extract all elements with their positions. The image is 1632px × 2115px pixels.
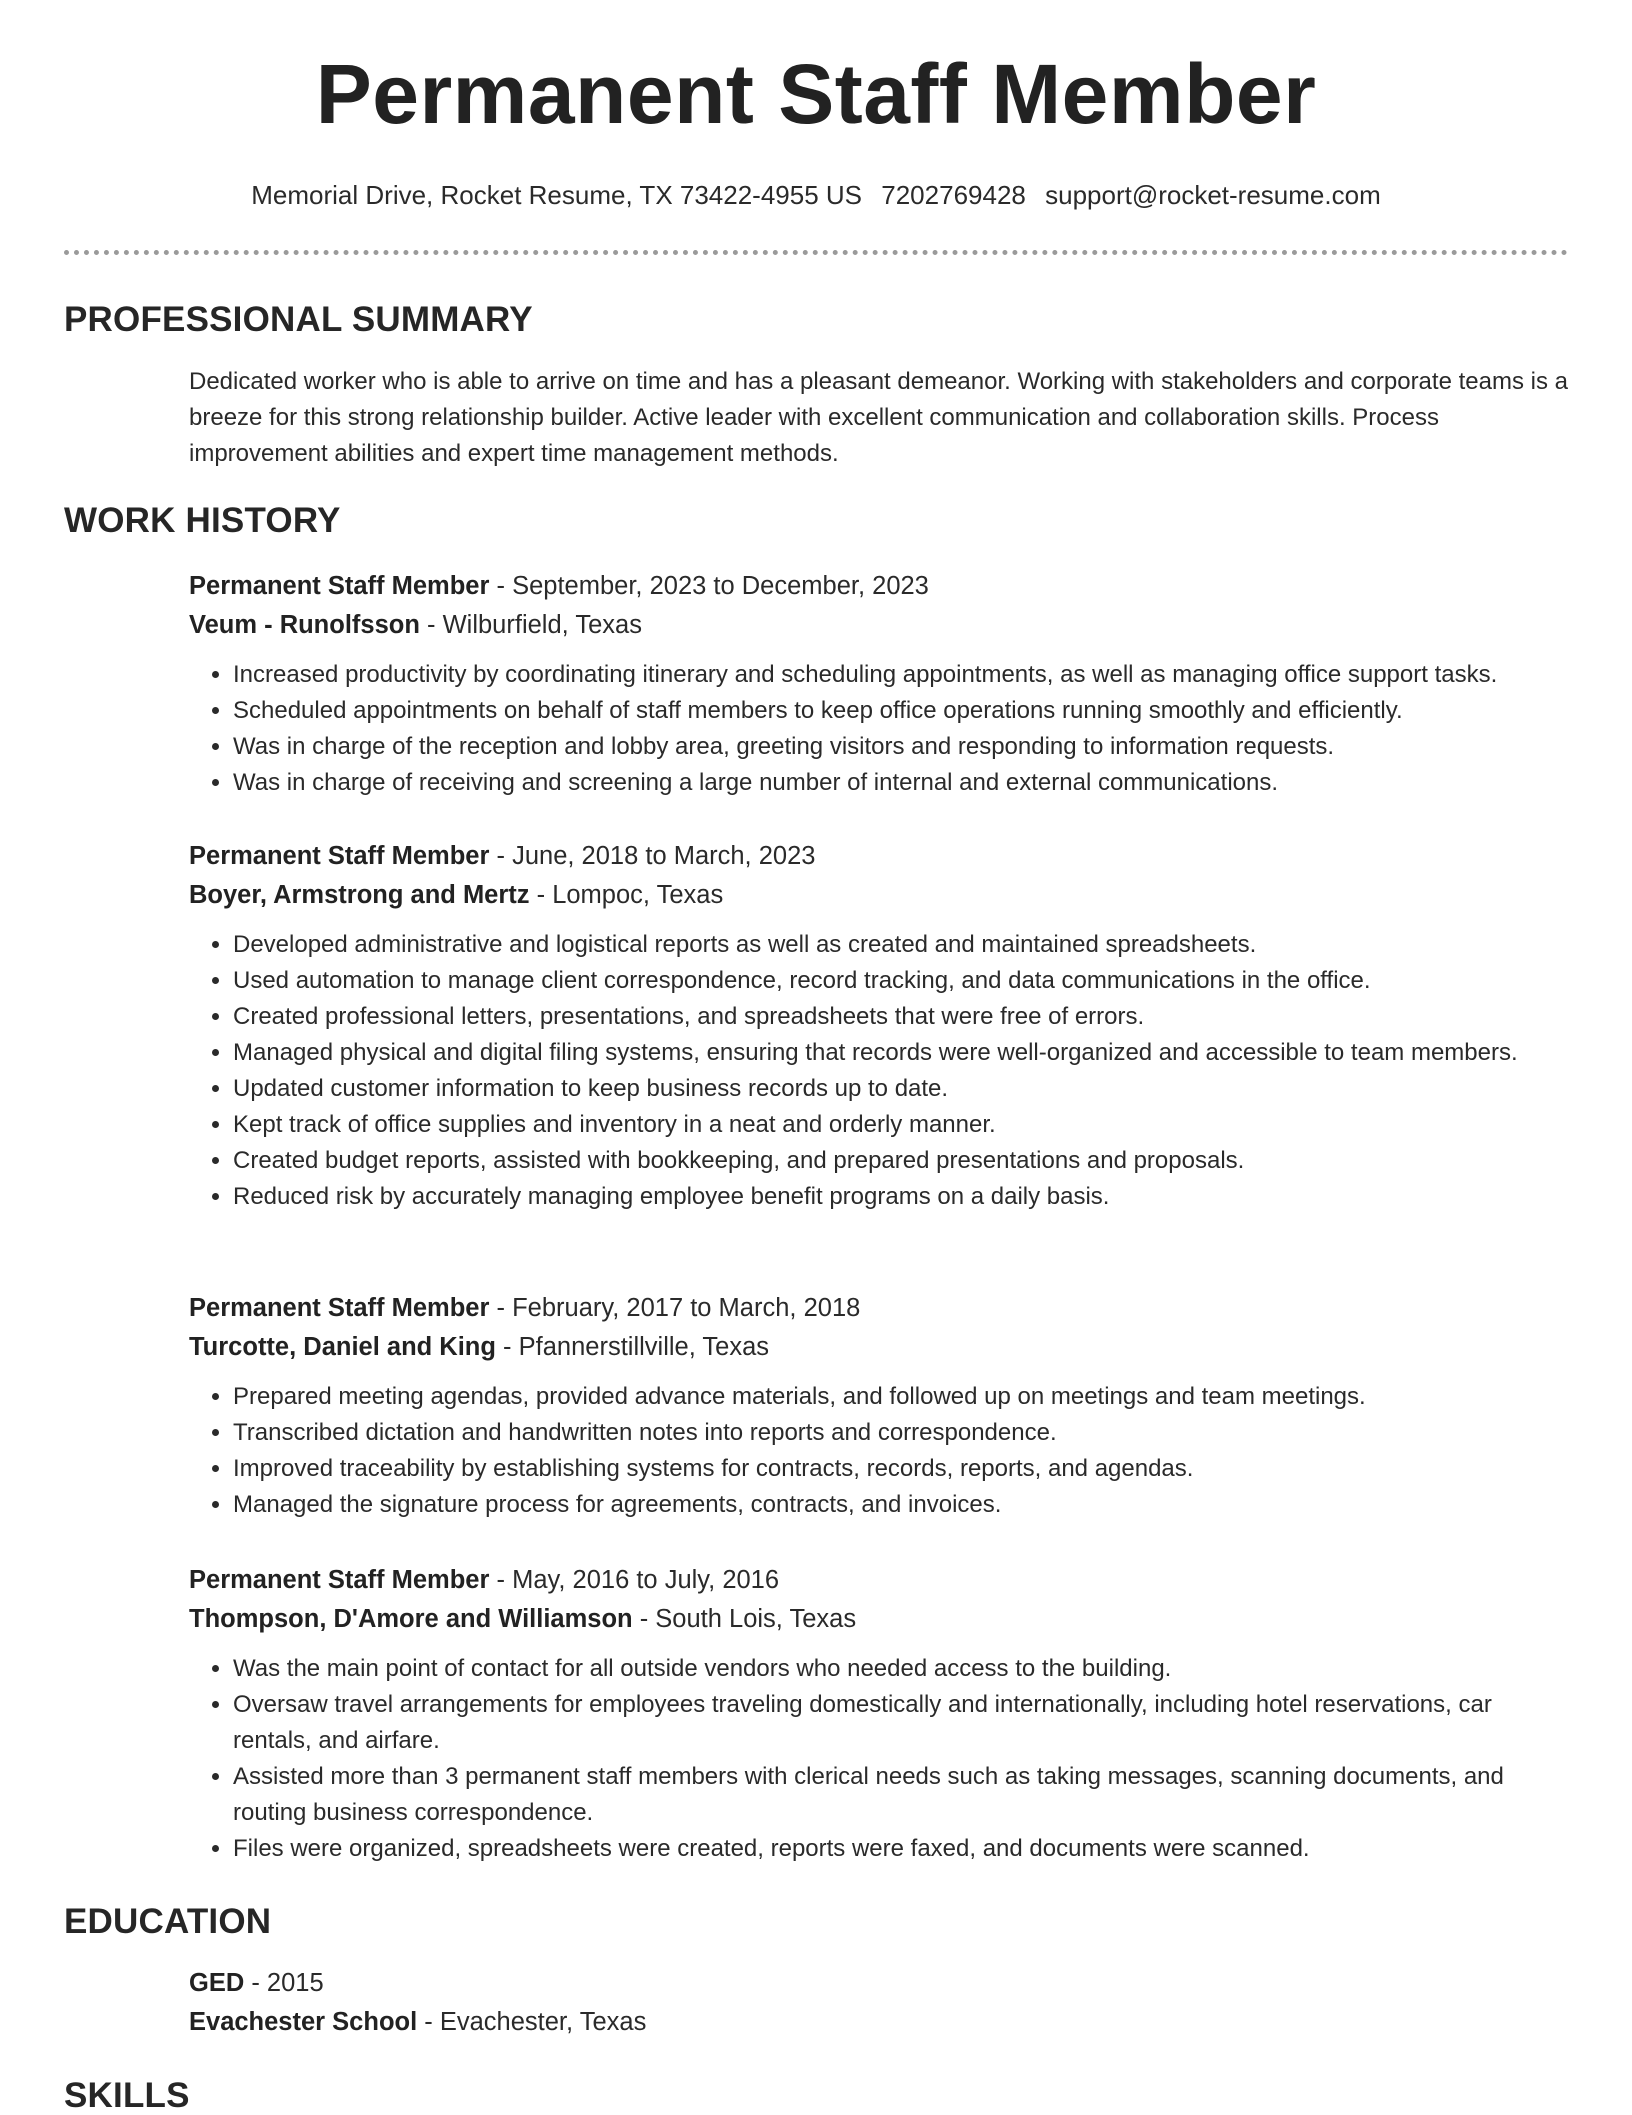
job-dates: - February, 2017 to March, 2018 (489, 1294, 861, 1322)
job-bullet: • Prepared meeting agendas, provided advance materials, and followed up on meetings and team meetings. (233, 1379, 1569, 1415)
header-divider (64, 250, 1568, 255)
job-bullets (189, 927, 1569, 1215)
contact-phone: 7202769428 (881, 180, 1026, 210)
job-entry (189, 1561, 1569, 1867)
education-year: - 2015 (244, 1969, 324, 1997)
job-title-line (189, 1561, 1569, 1600)
job-title-line (189, 1289, 1569, 1328)
job-bullet: • Was in charge of receiving and screening a large number of internal and external communications. (233, 765, 1569, 801)
summary-text: Dedicated worker who is able to arrive on time and has a pleasant demeanor. Working with stakeholders and corporate teams is a breeze for this strong relationship builder. Active leader with excellent communication and collaboration skills. Process improvement abilities and expert time management methods. (189, 368, 1568, 467)
job-company-line (189, 1600, 1569, 1639)
job-company: Veum - Runolfsson (189, 611, 420, 639)
job-bullet: • Developed administrative and logistical reports as well as created and maintained spreadsheets. (233, 927, 1569, 963)
job-dates: - June, 2018 to March, 2023 (489, 842, 816, 870)
job-company: Thompson, D'Amore and Williamson (189, 1605, 633, 1633)
job-bullet: • Kept track of office supplies and inventory in a neat and orderly manner. (233, 1107, 1569, 1143)
job-bullet: • Assisted more than 3 permanent staff members with clerical needs such as taking messages, scanning documents, and routing business correspondence. (233, 1759, 1569, 1831)
education-degree-line (189, 1964, 1569, 2003)
job-bullet: • Improved traceability by establishing systems for contracts, records, reports, and agendas. (233, 1451, 1569, 1487)
job-location: - South Lois, Texas (632, 1605, 857, 1633)
job-bullet: • Files were organized, spreadsheets were created, reports were faxed, and documents were scanned. (233, 1831, 1569, 1867)
job-bullet: • Scheduled appointments on behalf of staff members to keep office operations running smoothly and efficiently. (233, 693, 1569, 729)
job-entry (189, 1289, 1569, 1523)
job-bullet: • Managed the signature process for agreements, contracts, and invoices. (233, 1487, 1569, 1523)
job-location: - Lompoc, Texas (529, 881, 724, 909)
job-bullet: • Increased productivity by coordinating itinerary and scheduling appointments, as well as managing office support tasks. (233, 657, 1569, 693)
job-bullet: • Created professional letters, presentations, and spreadsheets that were free of errors. (233, 999, 1569, 1035)
contact-email[interactable]: support@rocket-resume.com (1045, 180, 1381, 210)
job-bullet: • Was the main point of contact for all outside vendors who needed access to the building. (233, 1651, 1569, 1687)
job-entry (189, 837, 1569, 1215)
job-location: - Pfannerstillville, Texas (495, 1333, 770, 1361)
contact-address: Memorial Drive, Rocket Resume, TX 73422-4955 US (251, 180, 863, 210)
section-title-work-history: WORK HISTORY (64, 501, 341, 540)
education-degree: GED (189, 1969, 245, 1997)
job-bullet: • Oversaw travel arrangements for employees traveling domestically and internationally, including hotel reservations, car rentals, and airfare. (233, 1687, 1569, 1759)
job-dates: - May, 2016 to July, 2016 (489, 1566, 780, 1594)
education-school-line (189, 2003, 1569, 2042)
job-entry (189, 567, 1569, 801)
education-entry (189, 1964, 1569, 2042)
job-title-line (189, 567, 1569, 606)
job-company: Turcotte, Daniel and King (189, 1333, 496, 1361)
resume-name: Permanent Staff Member (315, 47, 1317, 141)
job-location: - Wilburfield, Texas (419, 611, 642, 639)
job-bullet: • Updated customer information to keep business records up to date. (233, 1071, 1569, 1107)
contact-line (0, 182, 1632, 208)
job-bullet: • Reduced risk by accurately managing employee benefit programs on a daily basis. (233, 1179, 1569, 1215)
job-role: Permanent Staff Member (189, 572, 490, 600)
job-company-line (189, 606, 1569, 645)
job-company-line (189, 1328, 1569, 1367)
job-role: Permanent Staff Member (189, 1566, 490, 1594)
job-bullets (189, 1379, 1569, 1523)
job-bullets (189, 657, 1569, 801)
job-role: Permanent Staff Member (189, 842, 490, 870)
job-bullet: • Transcribed dictation and handwritten notes into reports and correspondence. (233, 1415, 1569, 1451)
job-bullet: • Created budget reports, assisted with bookkeeping, and prepared presentations and proposals. (233, 1143, 1569, 1179)
job-bullet: • Was in charge of the reception and lobby area, greeting visitors and responding to information requests. (233, 729, 1569, 765)
section-title-summary: PROFESSIONAL SUMMARY (64, 300, 533, 339)
job-dates: - September, 2023 to December, 2023 (489, 572, 929, 600)
job-company-line (189, 876, 1569, 915)
education-school: Evachester School (189, 2008, 418, 2036)
job-role: Permanent Staff Member (189, 1294, 490, 1322)
section-title-education: EDUCATION (64, 1902, 272, 1941)
education-location: - Evachester, Texas (417, 2008, 647, 2036)
job-company: Boyer, Armstrong and Mertz (189, 881, 530, 909)
job-bullets (189, 1651, 1569, 1867)
job-bullet: • Managed physical and digital filing systems, ensuring that records were well-organized and accessible to team members. (233, 1035, 1569, 1071)
section-title-skills: SKILLS (64, 2076, 190, 2115)
job-bullet: • Used automation to manage client correspondence, record tracking, and data communications in the office. (233, 963, 1569, 999)
job-title-line (189, 837, 1569, 876)
